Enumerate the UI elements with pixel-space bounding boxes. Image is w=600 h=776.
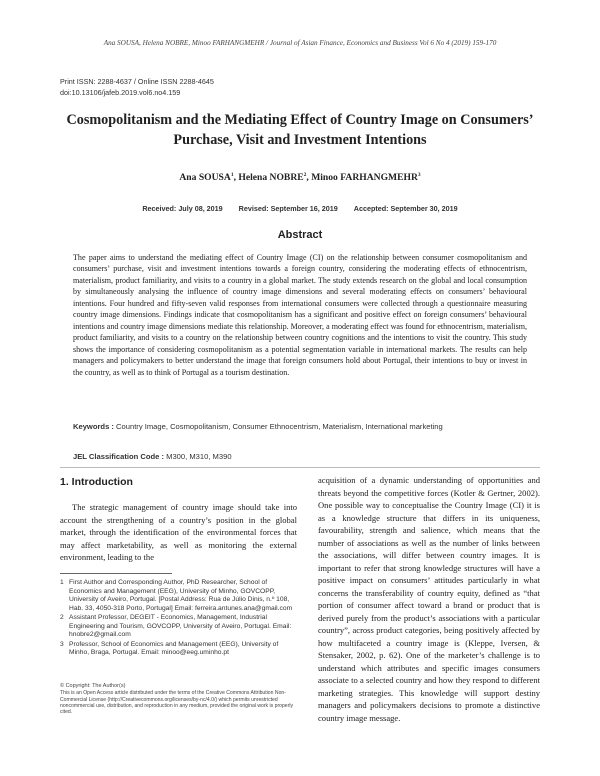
abstract-heading: Abstract	[277, 229, 323, 241]
copyright-notice	[60, 683, 300, 715]
abstract-body: The paper aims to understand the mediating effect of Country Image (CI) on the relationship between consumer cosmopolitanism and consumers’ purchase, visit and investment intentions towards a foreign country, considering the moderating effects of ethnocentrism, materialism, product familiarity, and visits to a country in a global market. The study extends research on the global and local consumption by simultaneously analysing the influence of country image dimensions and several moderating effects on consumers’ behavioural intentions. Four hundred and fifty-seven valid responses from international consumers were collected through a questionnaire measuring country image dimensions. Findings indicate that cosmopolitanism has a significant and positive effect on foreign consumers’ behavioural intentions and country image dimensions mediate this relationship. Moreover, a moderating effect was found for ethnocentrism, materialism, product familiarity, and visits to a country on the relationship between country cognitions and the intentions to visit the country. This study shows the importance of considering cosmopolitanism as a potential segmentation variable in international markets. The results can help managers and policymakers to better understand the image that foreign consumers hold about Portugal, their intentions to buy or invest in the country, as well as to think of Portugal as a tourism destination.	[73, 253, 527, 377]
author-affiliation-mark: 3	[417, 172, 421, 178]
submission-dates	[60, 204, 540, 213]
right-column	[318, 474, 540, 724]
footnote-1	[60, 579, 298, 613]
author-name: Helena NOBRE	[238, 172, 304, 184]
footnote-number: 3	[60, 640, 64, 648]
author-affiliation-mark: 2	[303, 172, 307, 178]
keywords-label: Keywords :	[73, 422, 114, 431]
doi-link[interactable]: doi:10.13106/jafeb.2019.vol6.no4.159	[60, 88, 181, 97]
received-date: Received: July 08, 2019	[142, 204, 223, 213]
footnote-text: First Author and Corresponding Author, PhD Researcher, School of Economics and Management (EEG), University of Minho, GOVCOPP, University of Aveiro, Portugal. [Postal Address: Rua de Júlio Dinis, n.º 108, Hab. 33, 4050-318 Porto, Portugal] Email: ferreira.antunes.ana@gmail.com	[69, 579, 293, 612]
footnotes	[60, 579, 298, 659]
jel-line	[73, 452, 527, 461]
footnote-rule	[60, 573, 172, 574]
footnote-number: 1	[60, 579, 64, 586]
author-name: Minoo FARHANGMEHR	[311, 172, 418, 184]
section-divider	[60, 467, 540, 468]
jel-label: JEL Classification Code :	[73, 452, 165, 461]
footnote-3	[60, 641, 298, 658]
author-list: Ana SOUSA$^1$, Helena NOBRE$^2$, Minoo FARHANGMEHR$^3$	[179, 172, 421, 184]
paper-title: Cosmopolitanism and the Mediating Effect of Country Image on Consumers’ Purchase, Visit and Investment Intentions	[66, 112, 534, 148]
running-header: Ana SOUSA, Helena NOBRE, Minoo FARHANGMEHR / Journal of Asian Finance, Economics and Business Vol 6 No 4 (2019) 159-170	[103, 39, 497, 47]
license-text: This is an Open Access article distributed under the terms of the Creative Commons Attribution Non-Commercial License (http://Creativecommons.org/licenses/by-nc/4.0/) which permits unrestricted noncommercial use, distribution, and reproduction in any medium, provided the original work is properly cited.	[60, 690, 294, 716]
accepted-date: Accepted: September 30, 2019	[353, 204, 458, 213]
issn-block	[60, 76, 214, 98]
author-name: Ana SOUSA	[179, 172, 231, 184]
footnote-2	[60, 614, 298, 640]
jel-codes: M300, M310, M390	[164, 452, 232, 461]
footnote-text: Professor, School of Economics and Management (EEG), University of Minho, Braga, Portugal. Email: minoo@eeg.uminho.pt	[69, 640, 279, 656]
keywords-text: Country Image, Cosmopolitanism, Consumer Ethnocentrism, Materialism, International marketing	[113, 422, 443, 431]
left-column	[60, 476, 297, 572]
author-affiliation-mark: 1	[230, 172, 234, 178]
footnote-text: Assistant Professor, DEGEIT - Economics, Management, Industrial Engineering and Tourism, GOVCOPP, University of Aveiro, Portugal. Email: hnobre2@gmail.com	[69, 614, 292, 638]
intro-paragraph-right: acquisition of a dynamic understanding of opportunities and threats beyond the competitive forces (Kotler & Gertner, 2002). One possible way to conceptualise the Country Image (CI) it is as a knowledge structure that differs in its uniqueness, favourability, strength and salience, which means that the number of associations as well as the number of links between the associations, will differ between country images. It is important to refer that strong knowledge structures will have a positive impact on consumers’ attitudes particularly in what concerns the transferability of country equity, defined as “that portion of consumer affect toward a brand or product that is derived purely from the product’s associations with a particular country”, across product categories, being positively affected by how multifaceted a country image is (Kleppe, Iversen, & Stensaker, 2002, p. 62). One of the marketer’s challenge is to understand which attributes and specific images consumers associate to a selected country and how they respond to different marketing strategies. This knowledge will support destiny managers and policymakers decisions to promote a distinctive country image message.	[318, 475, 540, 723]
intro-paragraph-left: The strategic management of country image should take into account the strengthening of a country’s position in the global market, through the identification of the environmental forces that may affect marketability, as well as monitoring the external environment, leading to the	[60, 502, 297, 562]
issn-line: Print ISSN: 2288-4637 / Online ISSN 2288-4645	[60, 77, 214, 86]
footnote-number: 2	[60, 614, 64, 621]
keywords-line	[73, 422, 527, 431]
section-heading-introduction: 1. Introduction	[60, 476, 133, 488]
copyright-heading: © Copyright: The Author(s)	[60, 683, 126, 689]
revised-date: Revised: September 16, 2019	[238, 204, 338, 213]
